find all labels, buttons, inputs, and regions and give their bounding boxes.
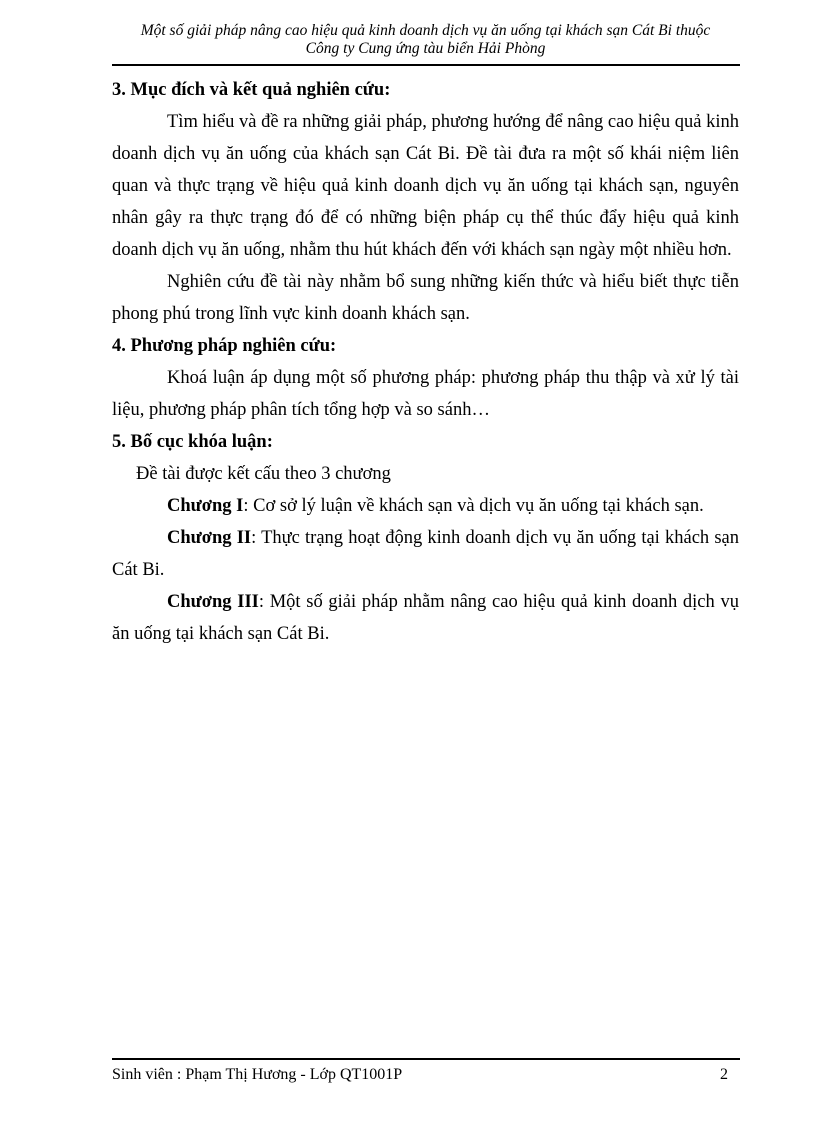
page-header (112, 22, 739, 58)
page-number: 2 (720, 1066, 728, 1083)
section-3-heading: 3. Mục đích và kết quả nghiên cứu: (112, 80, 391, 100)
chapter-3-label: Chương III (167, 592, 259, 612)
section-4-heading: 4. Phương pháp nghiên cứu: (112, 336, 337, 356)
chapter-3-text: : Một số giải pháp nhằm nâng cao hiệu quả kinh doanh dịch vụ ăn uống tại khách sạn Cát Bi. (112, 592, 739, 644)
section-5-heading: 5. Bố cục khóa luận: (112, 432, 273, 452)
footer-student-info: Sinh viên : Phạm Thị Hương - Lớp QT1001P (112, 1066, 403, 1083)
header-line-1: Một số giải pháp nâng cao hiệu quả kinh doanh dịch vụ ăn uống tại khách sạn Cát Bi thuộc (140, 22, 711, 39)
chapter-2-text: : Thực trạng hoạt động kinh doanh dịch vụ ăn uống tại khách sạn Cát Bi. (112, 528, 739, 580)
header-line-2: Công ty Cung ứng tàu biển Hải Phòng (305, 40, 546, 57)
chapter-1-text: : Cơ sở lý luận về khách sạn và dịch vụ ăn uống tại khách sạn. (243, 496, 704, 516)
document-body (112, 74, 739, 650)
chapter-2-label: Chương II (167, 528, 252, 548)
section-3-paragraph-1: Tìm hiểu và đề ra những giải pháp, phương hướng để nâng cao hiệu quả kinh doanh dịch vụ ăn uống của khách sạn Cát Bi. Đề tài đưa ra một số khái niệm liên quan và thực trạng về hiệu quả kinh doanh dịch vụ ăn uống tại khách sạn, nguyên nhân gây ra thực trạng đó để có những biện pháp cụ thể thúc đẩy hiệu quả kinh doanh dịch vụ ăn uống, nhằm thu hút khách đến với khách sạn ngày một nhiều hơn. (112, 112, 739, 260)
chapter-1-item (112, 490, 739, 522)
chapter-3-item (112, 586, 739, 650)
chapter-1-label: Chương I (167, 496, 244, 516)
header-divider (112, 64, 740, 66)
footer-divider (112, 1058, 740, 1060)
section-3-paragraph-2: Nghiên cứu đề tài này nhằm bổ sung những kiến thức và hiểu biết thực tiễn phong phú trong lĩnh vực kinh doanh khách sạn. (112, 272, 739, 324)
chapter-2-item (112, 522, 739, 586)
section-4-paragraph-1: Khoá luận áp dụng một số phương pháp: phương pháp thu thập và xử lý tài liệu, phương pháp phân tích tổng hợp và so sánh… (112, 368, 739, 420)
section-5-intro: Đề tài được kết cấu theo 3 chương (136, 464, 391, 484)
